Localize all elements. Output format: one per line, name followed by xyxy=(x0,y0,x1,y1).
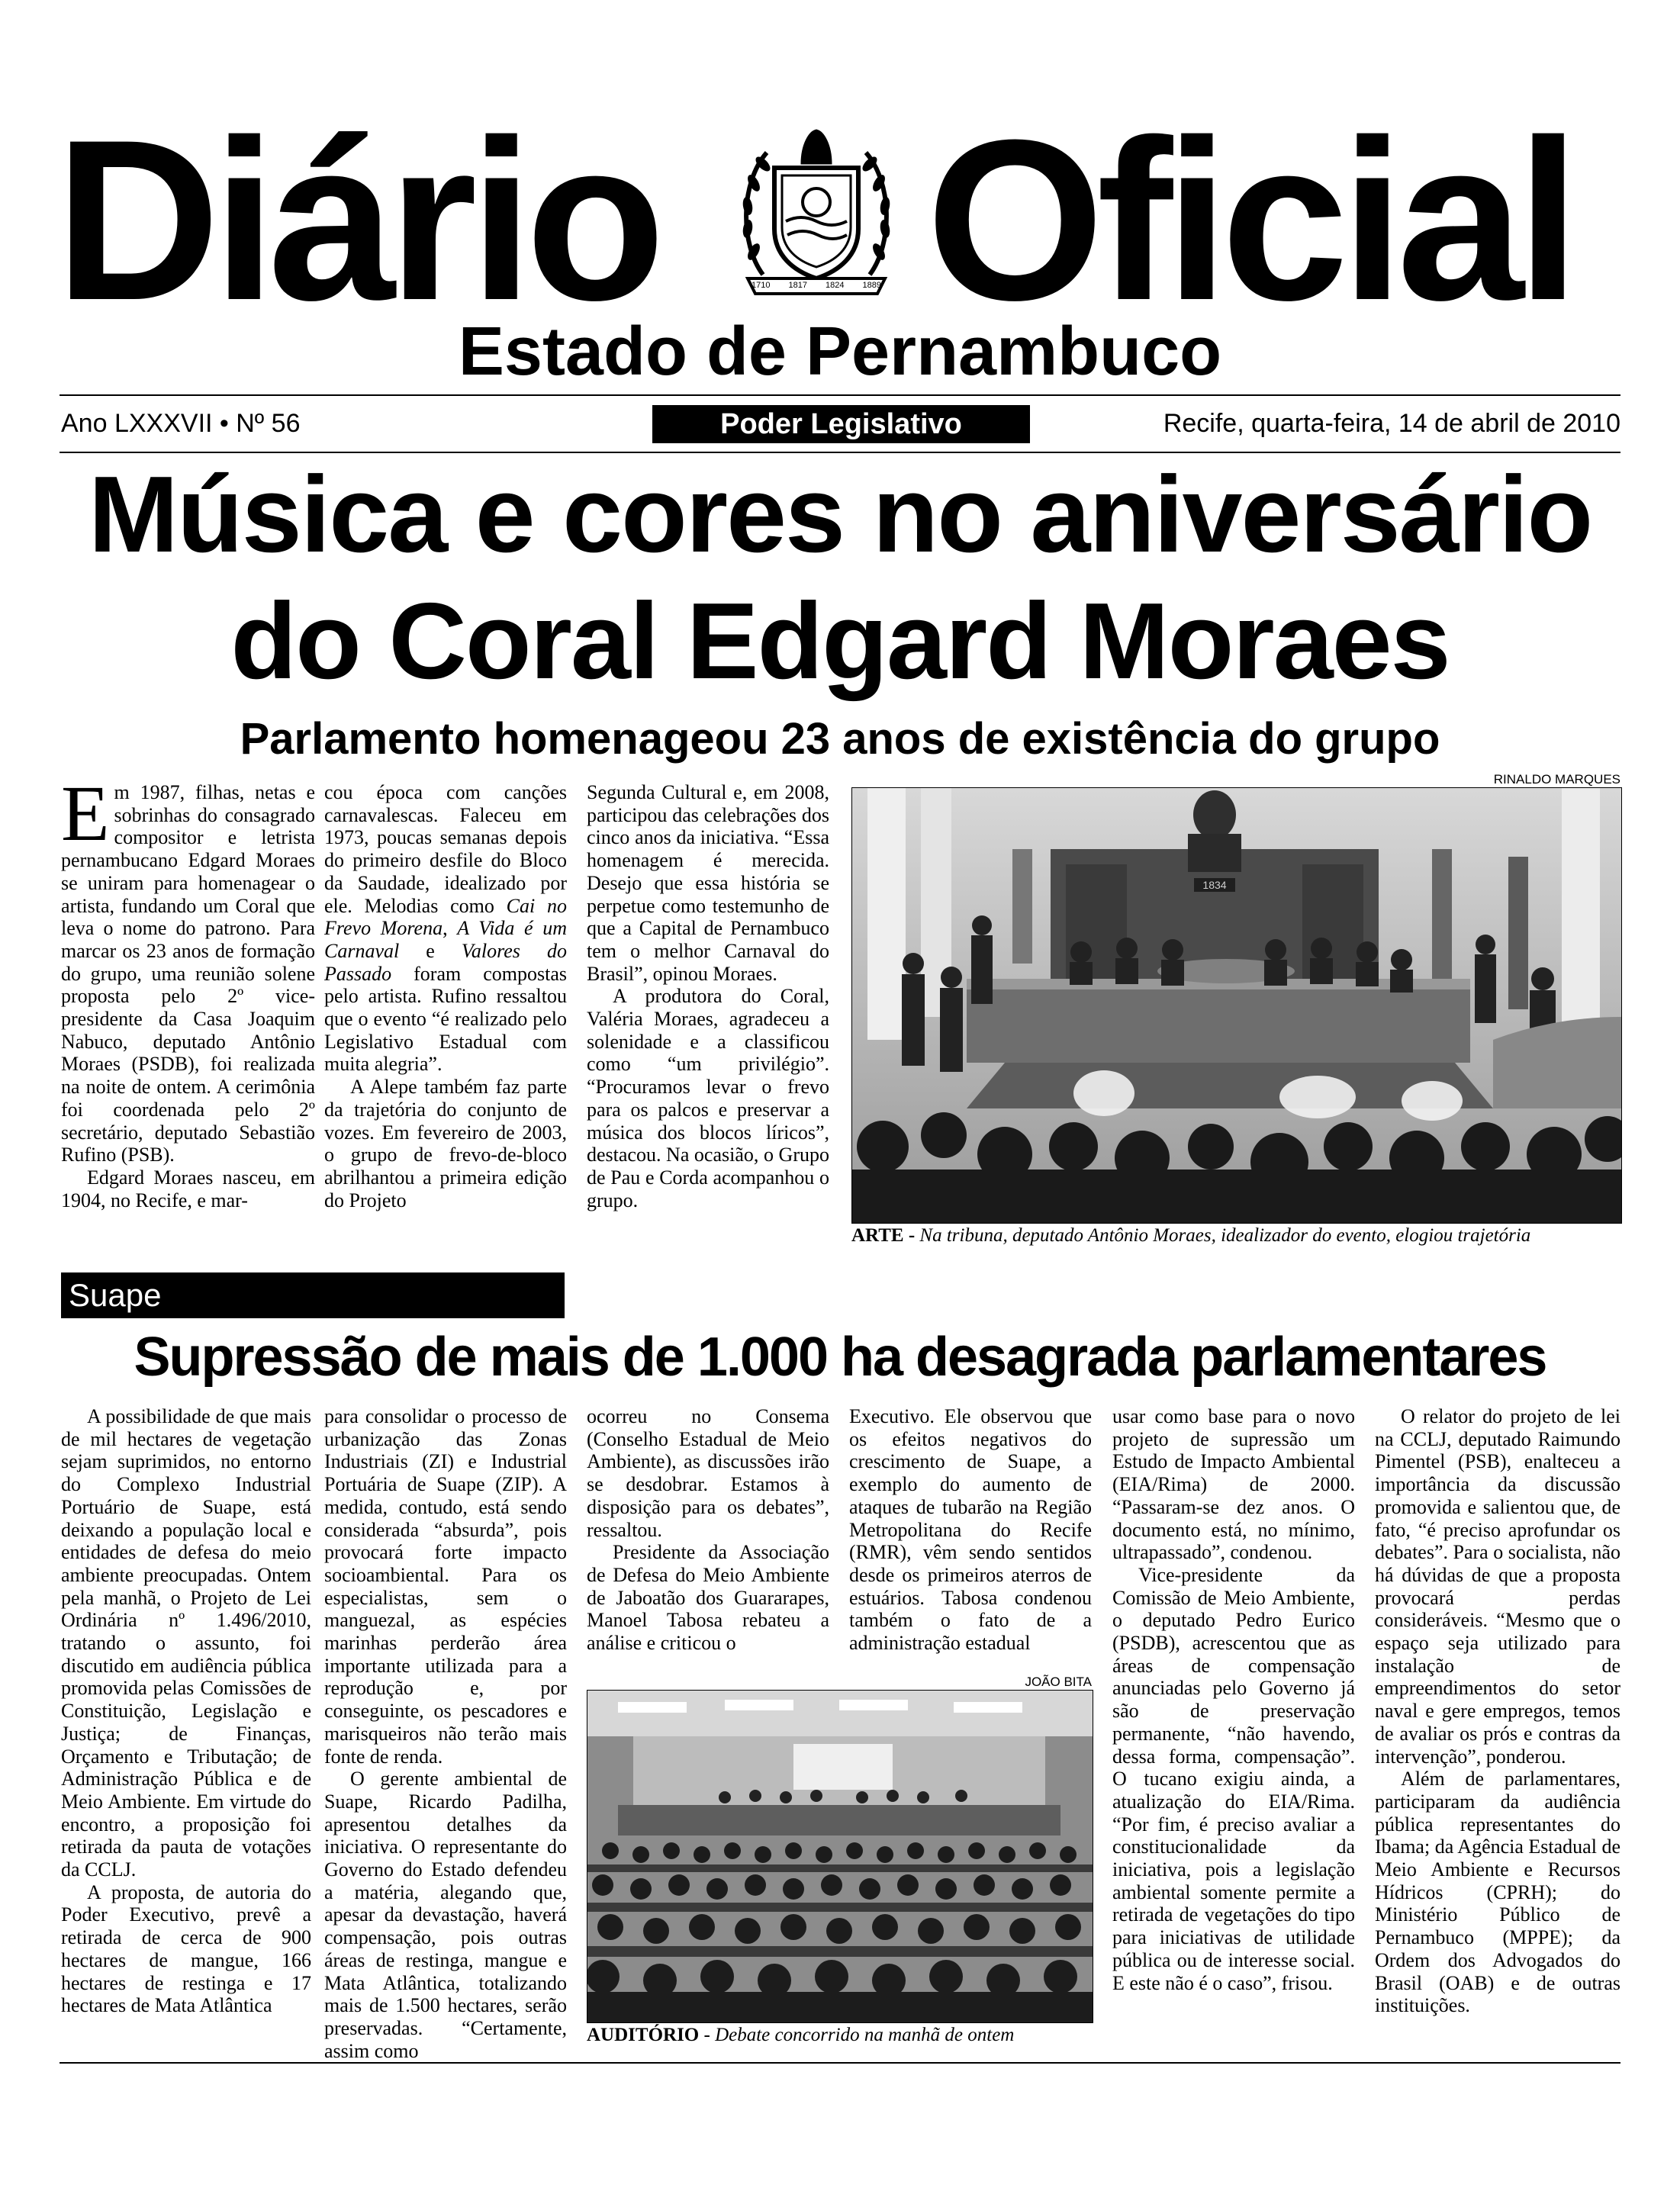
lead-paragraph xyxy=(61,770,315,1166)
pernambuco-coat-of-arms-logo xyxy=(732,122,900,298)
plaque-year: 1834 xyxy=(1202,879,1227,891)
suape-paragraph: para consolidar o processo de urbanização das Zonas Industriais (ZI) e Industrial Portuária de Suape (ZIP). A medida, contudo, está sendo considerada “absurda”, pois provocará forte impacto socioambiental. Para os especialistas, sem o manguezal, as espécies marinhas perderão área importante utilizada para a reprodução e, por conseguinte, os pescadores e marisqueiros não terão mais fonte de renda. xyxy=(324,1405,567,1768)
suape-paragraph: Presidente da Associação de Defesa do Meio Ambiente de Jaboatão dos Guararapes, Manoel Tabosa rebateu a análise e criticou o xyxy=(587,1541,829,1655)
footer-rule xyxy=(60,2062,1620,2064)
lead-paragraph: A produtora do Coral, Valéria Moraes, agradeceu a solenidade e a classificou como “um privilégio”. “Procuramos levar o frevo para os palcos e preservar a música dos blocos líricos”, destacou. Na ocasião, o Grupo de Pau e Corda acompanhou o grupo. xyxy=(587,985,829,1211)
masthead-rule xyxy=(60,394,1620,396)
masthead-title-left: Diário xyxy=(55,92,658,348)
caption-text: - Debate concorrido na manhã de ontem xyxy=(699,2025,1015,2045)
song-title: Valores do Passado xyxy=(324,939,567,985)
suape-photo-caption xyxy=(587,2025,1014,2045)
issue-date: Recife, quarta-feira, 14 de abril de 2010 xyxy=(1163,409,1620,438)
seal-years xyxy=(751,281,881,290)
lead-photo-credit: RINALDO MARQUES xyxy=(1493,772,1620,787)
lead-text-run: , xyxy=(443,917,458,940)
lead-photo-plenary-ceremony xyxy=(851,787,1622,1224)
suape-column-5 xyxy=(1112,1405,1355,1994)
suape-column-3 xyxy=(587,1405,829,1655)
seal-year: 1889 xyxy=(862,281,881,290)
seal-year: 1710 xyxy=(751,281,771,290)
lead-paragraph: Edgard Moraes nasceu, em 1904, no Recife, e mar- xyxy=(61,1166,315,1211)
section-banner-suape xyxy=(61,1272,565,1318)
drop-cap: E xyxy=(61,770,110,857)
section-banner-label: Poder Legislativo xyxy=(720,407,962,440)
suape-photo-credit: JOÃO BITA xyxy=(1025,1675,1092,1689)
suape-paragraph: O gerente ambiental de Suape, Ricardo Padilha, apresentou detalhes da iniciativa. O representante do Governo do Estado defendeu a matéria, alegando que, apesar da devastação, haverá compensação, pois outras áreas de restinga, mangue e Mata Atlântica, totalizando mais de 1.500 hectares, serão preservadas. “Certamente, assim como xyxy=(324,1768,567,2062)
suape-paragraph: Executivo. Ele observou que os efeitos negativos do crescimento de Suape, a exemplo do aumento de ataques de tubarão na Região Metropolitana do Recife (RMR), vêm sendo sentidos desde os primeiros aterros de estuários. Tabosa condenou também o fato de a administração estadual xyxy=(849,1405,1092,1655)
second-headline: Supressão de mais de 1.000 ha desagrada parlamentares xyxy=(134,1327,1546,1388)
masthead-title-right: Oficial xyxy=(926,92,1572,348)
caption-label: AUDITÓRIO xyxy=(587,2025,700,2045)
suape-paragraph: O relator do projeto de lei na CCLJ, deputado Raimundo Pimentel (PSB), enalteceu a importância da discussão promovida e salientou que, de fato, “é preciso aprofundar os debates”. Para o socialista, não há dúvidas de que a proposta provocará perdas consideráveis. “Mesmo que o espaço seja utilizado para instalação de empreendimentos do setor naval e gere empregos, temos de avaliar os prós e contras da intervenção”, ponderou. xyxy=(1375,1405,1620,1768)
song-title: Cai no Frevo Morena xyxy=(324,894,567,940)
caption-label: ARTE - xyxy=(851,1225,916,1246)
caption-text: Na tribuna, deputado Antônio Moraes, idealizador do evento, elogiou trajetória xyxy=(915,1225,1531,1246)
section-banner-poder-legislativo xyxy=(652,405,1030,443)
lead-paragraph-text: m 1987, filhas, netas e sobrinhas do consagrado compositor e letrista pernambucano Edgard Moraes se uniram para homenagear o artista, fundando um Coral que leva o nome do patrono. Para marcar os 23 anos de formação do grupo, uma reunião solene proposta pelo 2º vice-presidente da Casa Joaquim Nabuco, deputado Antônio Moraes (PSDB), foi realizada na noite de ontem. A cerimônia foi coordenada pelo 2º secretário, deputado Sebastião Rufino (PSB). xyxy=(61,781,315,1166)
suape-paragraph: usar como base para o novo projeto de supressão um Estudo de Impacto Ambiental (EIA/Rima) de 2000. “Passaram-se dez anos. O documento está, no mínimo, ultrapassado”, condenou. xyxy=(1112,1405,1355,1564)
section-banner-label: Suape xyxy=(69,1277,162,1313)
lead-headline-line2: do Coral Edgard Moraes xyxy=(230,581,1450,702)
song-title: A Vida é um Carnaval xyxy=(324,917,567,962)
lead-column-1 xyxy=(61,770,315,1211)
suape-paragraph: ocorreu no Consema (Conselho Estadual de Meio Ambiente), as discussões irão se desdobrar. Estamos à disposição para os debates”, ressaltou. xyxy=(587,1405,829,1541)
suape-paragraph: Vice-presidente da Comissão de Meio Ambiente, o deputado Pedro Eurico (PSDB), acrescentou que as áreas de compensação anunciadas pelo Governo já são de preservação permanente, “não havendo, dessa forma, compensação”. O tucano exigiu ainda, a atualização do EIA/Rima. “Por fim, é preciso avaliar a constitucionalidade da iniciativa, pois a legislação ambiental somente permite a retirada de vegetações do tipo para iniciativas de utilidade pública ou de interesse social. E este não é o caso”, frisou. xyxy=(1112,1563,1355,1994)
suape-photo-auditorium xyxy=(587,1690,1093,2023)
masthead-subtitle: Estado de Pernambuco xyxy=(458,314,1222,390)
suape-column-2 xyxy=(324,1405,567,2062)
suape-paragraph: Além de parlamentares, participaram da audiência pública representantes do Ibama; da Agência Estadual de Meio Ambiente e Recursos Hídricos (CPRH); do Ministério Público de Pernambuco (MPPE); da Ordem dos Advogados do Brasil (OAB) e de outras instituições. xyxy=(1375,1768,1620,2017)
infobar-rule xyxy=(60,452,1620,453)
suape-column-4 xyxy=(849,1405,1092,1655)
suape-paragraph: A proposta, de autoria do Poder Executivo, prevê a retirada de cerca de 900 hectares de mangue, 166 hectares de restinga e 17 hectares de Mata Atlântica xyxy=(61,1881,311,2017)
lead-column-2 xyxy=(324,781,567,1211)
seal-year: 1824 xyxy=(826,281,845,290)
lead-paragraph xyxy=(324,781,567,1076)
lead-paragraph: Segunda Cultural e, em 2008, participou das celebrações dos cinco anos da iniciativa. “Essa homenagem é merecida. Desejo que essa história se perpetue como testemunho de que a Capital de Pernambuco tem o melhor Carnaval do Brasil”, opinou Moraes. xyxy=(587,781,829,985)
lead-text-run: foram compostas pelo artista. Rufino ressaltou que o evento “é realizado pelo Legislativo Estadual com muita alegria”. xyxy=(324,962,567,1076)
suape-column-1 xyxy=(61,1405,311,2017)
suape-column-6 xyxy=(1375,1405,1620,2017)
seal-year: 1817 xyxy=(788,281,807,290)
lead-photo-caption xyxy=(851,1226,1530,1245)
lead-text-run: cou época com canções carnavalescas. Faleceu em 1973, poucas semanas depois do primeiro desfile do Bloco da Saudade, idealizado por ele. Melodias como xyxy=(324,781,567,917)
lead-headline-line1: Música e cores no aniversário xyxy=(88,454,1592,575)
lead-deck: Parlamento homenageou 23 anos de existência do grupo xyxy=(240,714,1440,764)
issue-number: Ano LXXXVII • Nº 56 xyxy=(61,409,301,438)
lead-text-run: e xyxy=(399,939,462,962)
lead-paragraph: A Alepe também faz parte da trajetória do conjunto de vozes. Em fevereiro de 2003, o grupo de frevo-de-bloco abrilhantou a primeira edição do Projeto xyxy=(324,1076,567,1211)
suape-paragraph: A possibilidade de que mais de mil hectares de vegetação sejam suprimidos, no entorno do Complexo Industrial Portuário de Suape, está deixando a população local e entidades de defesa do meio ambiente preocupadas. Ontem pela manhã, o Projeto de Lei Ordinária nº 1.496/2010, tratando o assunto, foi discutido em audiência pública promovida pelas Comissões de Constituição, Legislação e Justiça; de Finanças, Orçamento e Tributação; de Administração Pública e de Meio Ambiente. Em virtude do encontro, a proposição foi retirada da pauta de votações da CCLJ. xyxy=(61,1405,311,1881)
lead-column-3 xyxy=(587,781,829,1211)
